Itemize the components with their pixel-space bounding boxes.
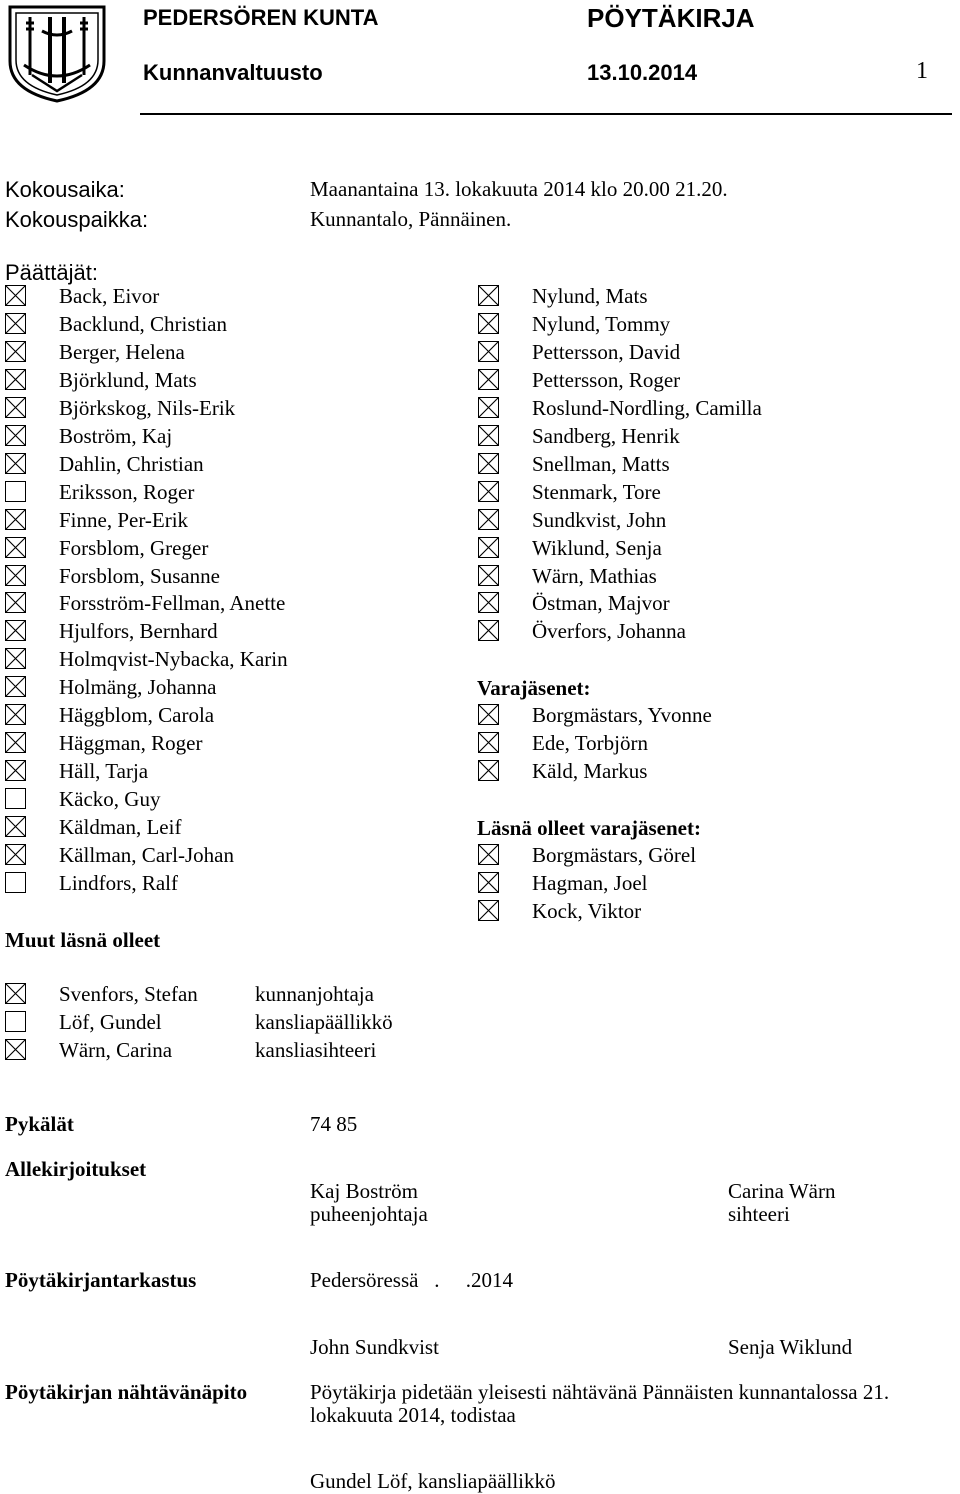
cross-icon — [479, 370, 498, 389]
cross-icon — [6, 984, 25, 1003]
checked-checkbox[interactable] — [478, 565, 499, 586]
header-divider — [140, 113, 952, 115]
checked-checkbox[interactable] — [5, 592, 26, 613]
cross-icon — [479, 426, 498, 445]
checked-checkbox[interactable] — [5, 648, 26, 669]
checked-checkbox[interactable] — [5, 453, 26, 474]
sections-label: Pykälät — [5, 1112, 74, 1136]
checked-checkbox[interactable] — [5, 844, 26, 865]
checked-checkbox[interactable] — [5, 565, 26, 586]
checked-checkbox[interactable] — [478, 537, 499, 558]
person-name: Pettersson, Roger — [532, 367, 681, 392]
person-name: Ede, Torbjörn — [532, 731, 648, 755]
person-name: Forsström-Fellman, Anette — [59, 591, 286, 616]
checked-checkbox[interactable] — [478, 760, 499, 781]
person-name: Roslund-Nordling, Camilla — [532, 395, 762, 420]
checked-checkbox[interactable] — [5, 313, 26, 334]
sections-value: 74 85 — [310, 1112, 358, 1136]
checked-checkbox[interactable] — [478, 704, 499, 725]
checked-checkbox[interactable] — [478, 509, 499, 530]
person-name: Back, Eivor — [59, 284, 160, 308]
checked-checkbox[interactable] — [478, 313, 499, 334]
cross-icon — [6, 593, 25, 612]
person-name: Wärn, Mathias — [532, 563, 657, 588]
person-name: Häggman, Roger — [59, 731, 203, 756]
unchecked-checkbox[interactable] — [5, 1011, 26, 1032]
person-name: Svenfors, Stefan — [59, 982, 198, 1006]
secretary-title: sihteeri — [728, 1202, 790, 1226]
review-place-date: Pedersöressä . .2014 — [310, 1268, 513, 1292]
unchecked-checkbox[interactable] — [5, 788, 26, 809]
meeting-time-value: Maanantaina 13. lokakuuta 2014 klo 20.00 21.20. — [310, 177, 728, 201]
cross-icon — [6, 426, 25, 445]
cross-icon — [479, 621, 498, 640]
others-heading: Muut läsnä olleet — [5, 928, 161, 952]
cross-icon — [6, 677, 25, 696]
person-name: Wiklund, Senja — [532, 535, 662, 560]
person-name: Dahlin, Christian — [59, 451, 204, 476]
checked-checkbox[interactable] — [478, 481, 499, 502]
reviewer-2: Senja Wiklund — [728, 1335, 853, 1359]
checked-checkbox[interactable] — [5, 509, 26, 530]
cross-icon — [6, 705, 25, 724]
checked-checkbox[interactable] — [478, 872, 499, 893]
display-line-2: lokakuuta 2014, todistaa — [310, 1403, 516, 1427]
person-name: Finne, Per-Erik — [59, 507, 189, 532]
review-label: Pöytäkirjantarkastus — [5, 1268, 197, 1292]
person-name: Boström, Kaj — [59, 423, 173, 448]
meeting-place-value: Kunnantalo, Pännäinen. — [310, 207, 512, 231]
checked-checkbox[interactable] — [478, 285, 499, 306]
checked-checkbox[interactable] — [478, 844, 499, 865]
display-line-1: Pöytäkirja pidetään yleisesti nähtävänä Pännäisten kunnantalossa 21. — [310, 1380, 890, 1404]
checked-checkbox[interactable] — [5, 1039, 26, 1060]
person-name: Löf, Gundel — [59, 1010, 162, 1034]
page-number: 1 — [916, 58, 928, 84]
checked-checkbox[interactable] — [478, 592, 499, 613]
meeting-time-label: Kokousaika: — [5, 177, 125, 202]
person-name: Eriksson, Roger — [59, 479, 195, 504]
person-name: Borgmästars, Yvonne — [532, 703, 712, 727]
cross-icon — [479, 286, 498, 305]
meeting-place-label: Kokouspaikka: — [5, 207, 149, 232]
cross-icon — [479, 454, 498, 473]
cross-icon — [6, 649, 25, 668]
person-role: kunnanjohtaja — [255, 982, 374, 1006]
person-name: Sandberg, Henrik — [532, 423, 680, 448]
checked-checkbox[interactable] — [5, 704, 26, 725]
checked-checkbox[interactable] — [5, 760, 26, 781]
checked-checkbox[interactable] — [5, 620, 26, 641]
present-deputies-heading: Läsnä olleet varajäsenet: — [477, 816, 701, 840]
person-name: Holmqvist-Nybacka, Karin — [59, 647, 288, 672]
cross-icon — [479, 901, 498, 920]
person-name: Wärn, Carina — [59, 1038, 173, 1062]
deciders-heading: Päättäjät: — [5, 260, 98, 285]
person-name: Nylund, Mats — [532, 284, 648, 308]
checked-checkbox[interactable] — [478, 900, 499, 921]
person-name: Käldman, Leif — [59, 815, 182, 840]
person-name: Sundkvist, John — [532, 507, 667, 532]
checked-checkbox[interactable] — [5, 732, 26, 753]
cross-icon — [479, 873, 498, 892]
display-label: Pöytäkirjan nähtävänäpito — [5, 1380, 248, 1404]
cross-icon — [479, 398, 498, 417]
person-name: Pettersson, David — [532, 339, 681, 364]
checked-checkbox[interactable] — [5, 983, 26, 1004]
reviewer-1: John Sundkvist — [310, 1335, 439, 1359]
checked-checkbox[interactable] — [478, 453, 499, 474]
cross-icon — [6, 454, 25, 473]
person-name: Björklund, Mats — [59, 367, 197, 392]
checked-checkbox[interactable] — [478, 425, 499, 446]
checked-checkbox[interactable] — [5, 816, 26, 837]
unchecked-checkbox[interactable] — [5, 481, 26, 502]
checked-checkbox[interactable] — [478, 341, 499, 362]
checked-checkbox[interactable] — [478, 620, 499, 641]
checked-checkbox[interactable] — [5, 341, 26, 362]
person-name: Hagman, Joel — [532, 871, 648, 895]
person-name: Kock, Viktor — [532, 899, 642, 923]
cross-icon — [479, 538, 498, 557]
person-name: Hjulfors, Bernhard — [59, 619, 218, 644]
person-name: Berger, Helena — [59, 339, 185, 364]
person-name: Källman, Carl-Johan — [59, 843, 234, 867]
person-name: Käcko, Guy — [59, 787, 161, 812]
document-type: PÖYTÄKIRJA — [587, 3, 755, 33]
document-date: 13.10.2014 — [587, 60, 698, 85]
deputies-heading: Varajäsenet: — [477, 676, 591, 700]
checked-checkbox[interactable] — [5, 676, 26, 697]
person-name: Backlund, Christian — [59, 311, 227, 336]
cross-icon — [6, 286, 25, 305]
person-name: Borgmästars, Görel — [532, 843, 697, 867]
coat-of-arms-icon — [6, 3, 108, 103]
cross-icon — [6, 566, 25, 585]
unchecked-checkbox[interactable] — [5, 872, 26, 893]
cross-icon — [479, 705, 498, 724]
checked-checkbox[interactable] — [5, 285, 26, 306]
cross-icon — [6, 510, 25, 529]
person-name: Häll, Tarja — [59, 759, 149, 784]
checked-checkbox[interactable] — [478, 732, 499, 753]
person-name: Käld, Markus — [532, 759, 648, 783]
checked-checkbox[interactable] — [5, 537, 26, 558]
cross-icon — [6, 761, 25, 780]
cross-icon — [6, 621, 25, 640]
person-role: kansliapäällikkö — [255, 1010, 393, 1034]
person-name: Överfors, Johanna — [532, 619, 686, 644]
person-name: Forsblom, Greger — [59, 535, 209, 560]
chair-title: puheenjohtaja — [310, 1202, 428, 1226]
checked-checkbox[interactable] — [5, 369, 26, 390]
cross-icon — [479, 845, 498, 864]
checked-checkbox[interactable] — [478, 369, 499, 390]
secretary-name: Carina Wärn — [728, 1179, 836, 1203]
cross-icon — [6, 733, 25, 752]
cross-icon — [479, 566, 498, 585]
display-signer: Gundel Löf, kansliapäällikkö — [310, 1469, 556, 1493]
cross-icon — [479, 593, 498, 612]
cross-icon — [479, 482, 498, 501]
cross-icon — [479, 510, 498, 529]
person-name: Forsblom, Susanne — [59, 563, 221, 588]
signatures-label: Allekirjoitukset — [5, 1157, 147, 1181]
cross-icon — [479, 761, 498, 780]
person-name: Lindfors, Ralf — [59, 870, 178, 895]
municipality-name: PEDERSÖREN KUNTA — [143, 5, 379, 30]
cross-icon — [6, 817, 25, 836]
cross-icon — [6, 538, 25, 557]
person-name: Snellman, Matts — [532, 451, 670, 476]
chair-name: Kaj Boström — [310, 1179, 418, 1203]
cross-icon — [6, 370, 25, 389]
cross-icon — [6, 314, 25, 333]
cross-icon — [6, 1040, 25, 1059]
person-name: Holmäng, Johanna — [59, 675, 217, 700]
person-role: kansliasihteeri — [255, 1038, 377, 1062]
cross-icon — [6, 845, 25, 864]
cross-icon — [479, 342, 498, 361]
cross-icon — [6, 342, 25, 361]
coat-of-arms-logo — [6, 3, 108, 103]
cross-icon — [6, 398, 25, 417]
person-name: Stenmark, Tore — [532, 479, 661, 504]
person-name: Nylund, Tommy — [532, 311, 671, 336]
checked-checkbox[interactable] — [5, 425, 26, 446]
governing-body: Kunnanvaltuusto — [143, 60, 323, 85]
cross-icon — [479, 733, 498, 752]
person-name: Häggblom, Carola — [59, 703, 215, 728]
cross-icon — [479, 314, 498, 333]
checked-checkbox[interactable] — [5, 397, 26, 418]
person-name: Björkskog, Nils-Erik — [59, 395, 236, 420]
checked-checkbox[interactable] — [478, 397, 499, 418]
person-name: Östman, Majvor — [532, 591, 670, 616]
